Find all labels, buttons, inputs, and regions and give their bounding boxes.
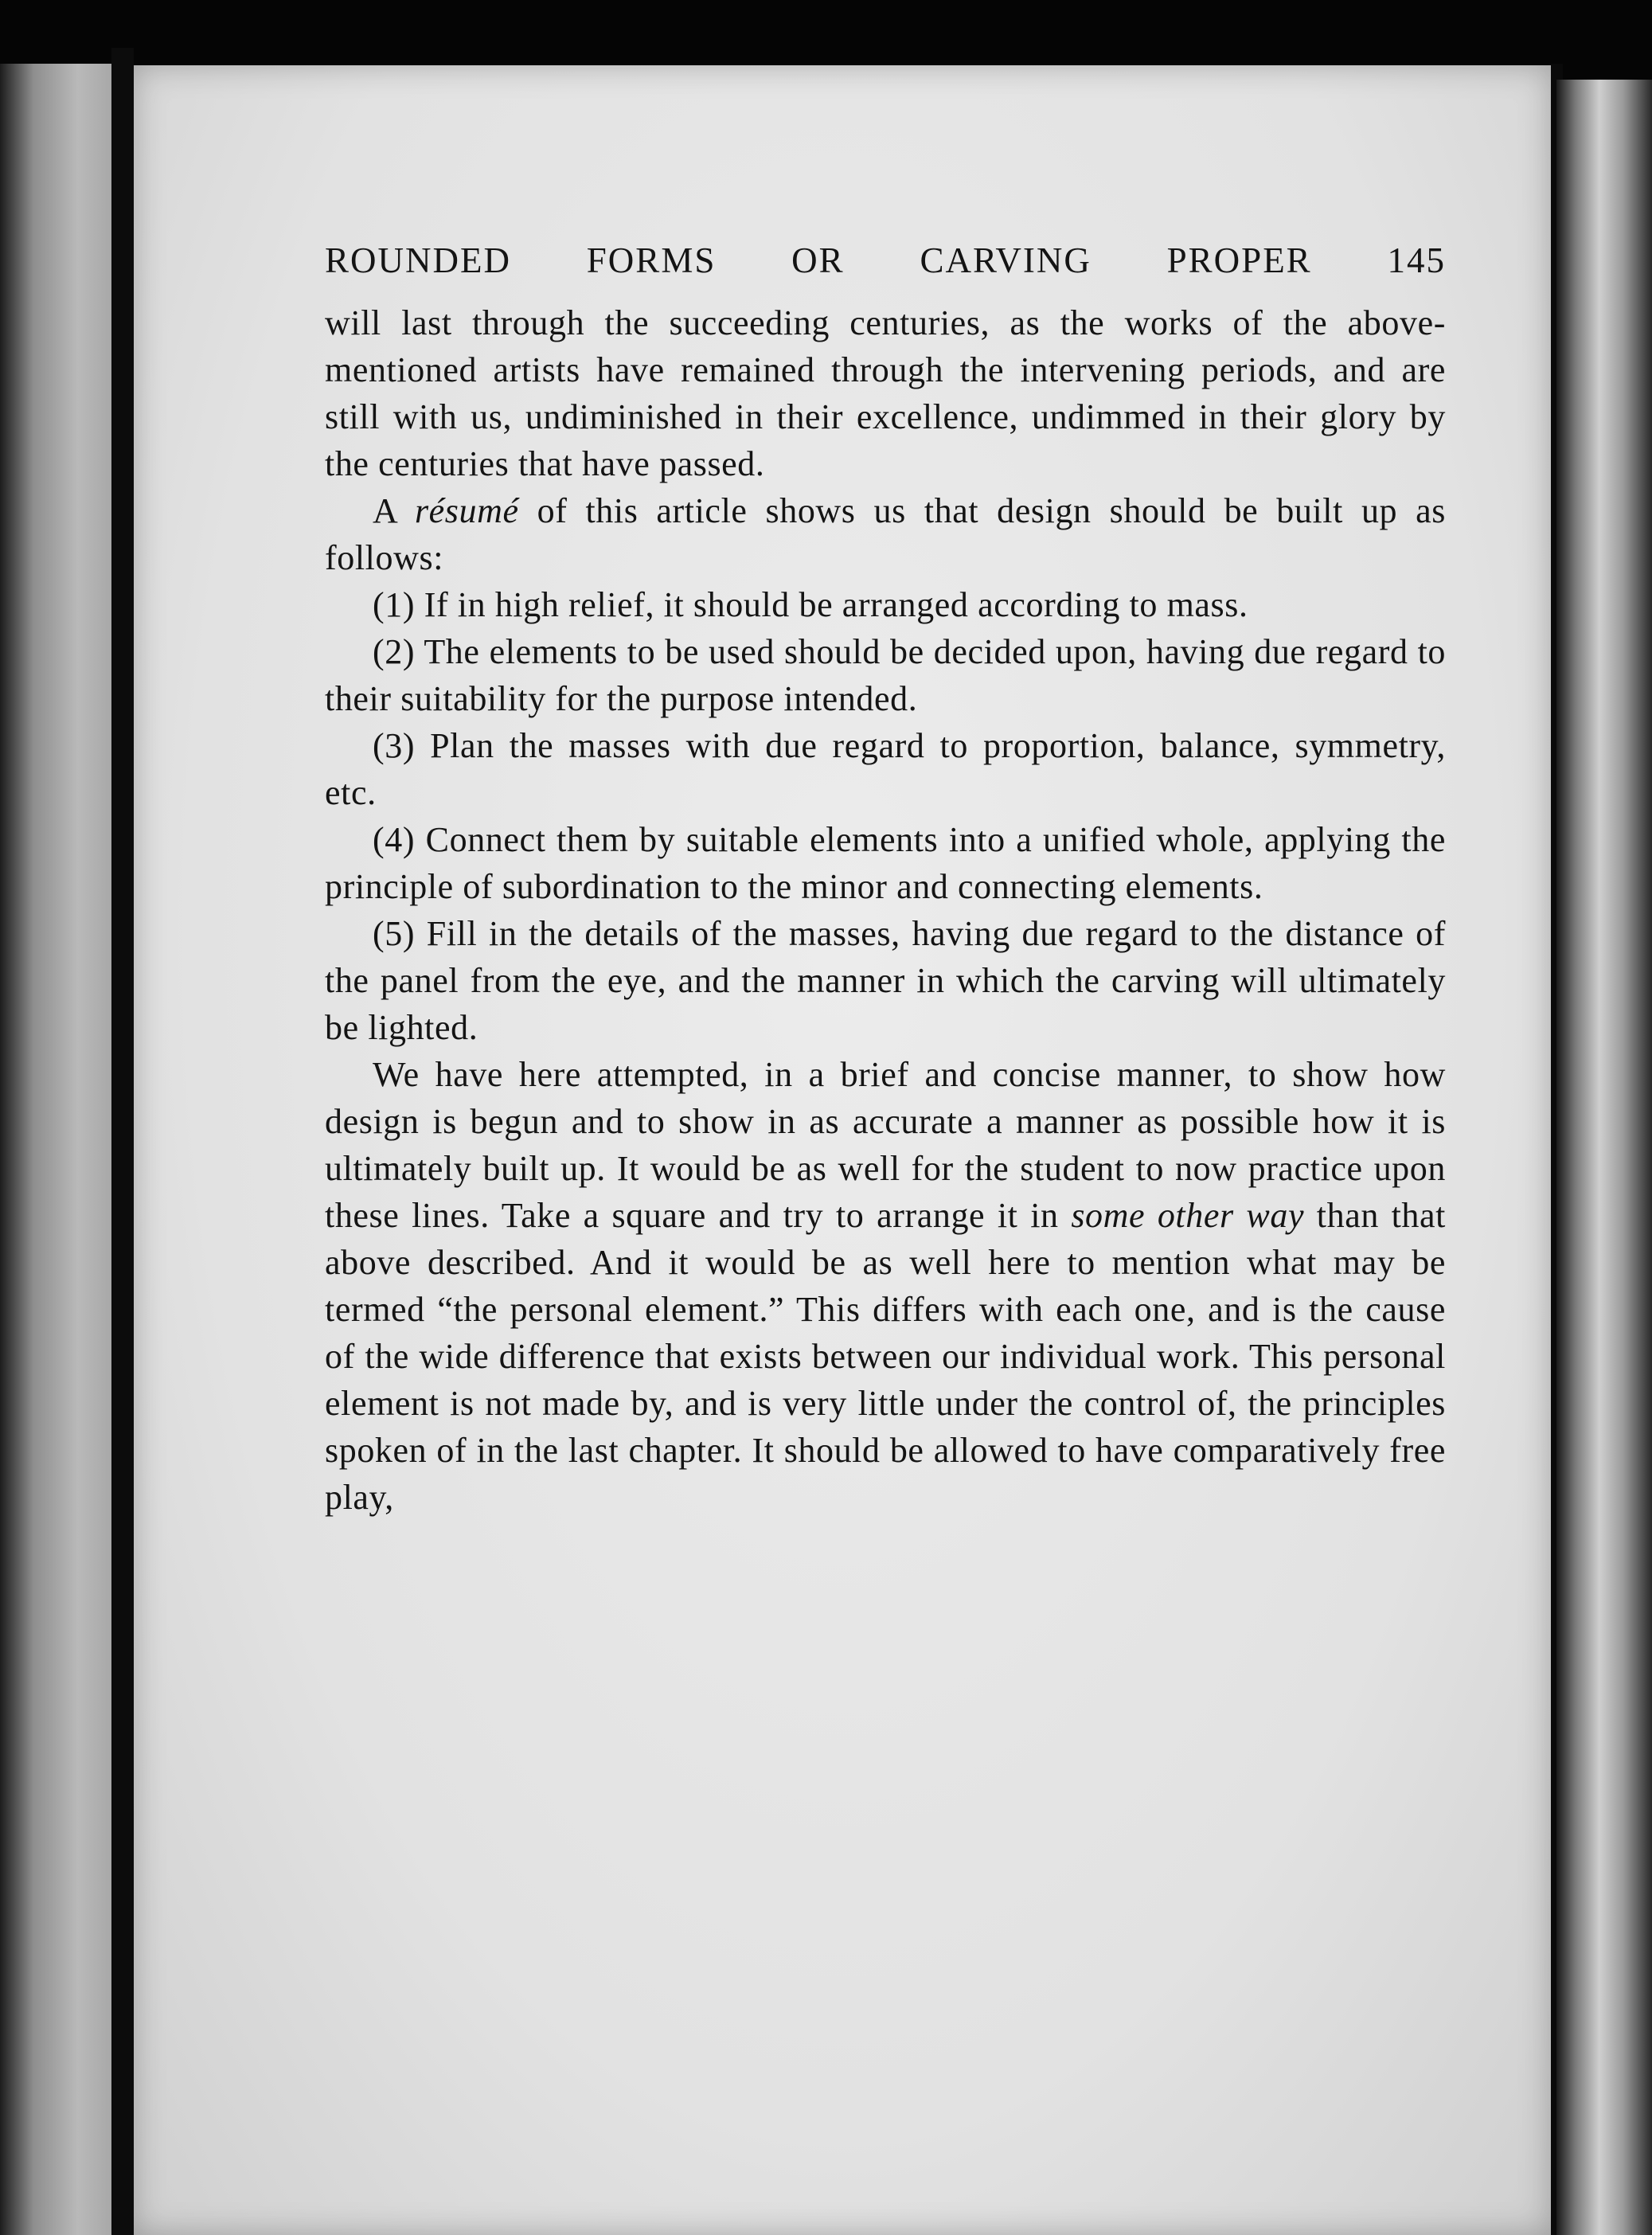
paragraph-continuation: will last through the succeeding centuries, as the works of the above-mentioned artists have remained through the intervening periods, and are still with us, undiminished in their excellence, undimmed in their glory by the centuries that have passed. bbox=[325, 303, 1446, 483]
list-item-5: (5) Fill in the details of the masses, having due regard to the distance of the panel from the eye, and the manner in which the carving will ultimately be lighted. bbox=[325, 914, 1446, 1047]
personal-part-a: We have here attempted, in a brief and concise manner, to show how design is begun and to show in as accurate a manner as possible how it is ultimately built up. It would be as well for the student to now practice upon these lines. Take a square and try to arrange it in bbox=[325, 1055, 1446, 1235]
resume-italic: résumé bbox=[414, 491, 519, 530]
resume-lead: A bbox=[373, 491, 415, 530]
book-page bbox=[134, 65, 1551, 2235]
list-item-1: (1) If in high relief, it should be arranged according to mass. bbox=[373, 585, 1248, 624]
page-number: 145 bbox=[1387, 240, 1446, 280]
page-stack-right bbox=[1556, 80, 1652, 2235]
paragraph-resume bbox=[325, 487, 1446, 581]
list-item-3: (3) Plan the masses with due regard to proportion, balance, symmetry, etc. bbox=[325, 726, 1446, 812]
list-item-2: (2) The elements to be used should be decided upon, having due regard to their suitability for the purpose intended. bbox=[325, 632, 1446, 718]
adjacent-page-left bbox=[0, 64, 111, 2235]
personal-part-b: than that above described. And it would be as well here to mention what may be termed “the personal element.” This differs with each one, and is the cause of the wide difference that exists between our individual work. This personal element is not made by, and is very little under the control of, the principles spoken of in the last chapter. It should be allowed to have comparatively free play, bbox=[325, 1196, 1446, 1517]
running-title: ROUNDED FORMS OR CARVING PROPER bbox=[325, 240, 1312, 280]
page-gutter bbox=[111, 48, 134, 2235]
resume-rest: of this article shows us that design should be built up as follows: bbox=[325, 491, 1446, 577]
personal-italic: some other way bbox=[1071, 1196, 1305, 1235]
page-text bbox=[325, 232, 1446, 1521]
list-item-4: (4) Connect them by suitable elements into a unified whole, applying the principle of subordination to the minor and connecting elements. bbox=[325, 820, 1446, 906]
running-head bbox=[325, 232, 1446, 288]
paragraph-personal-element bbox=[325, 1051, 1446, 1521]
